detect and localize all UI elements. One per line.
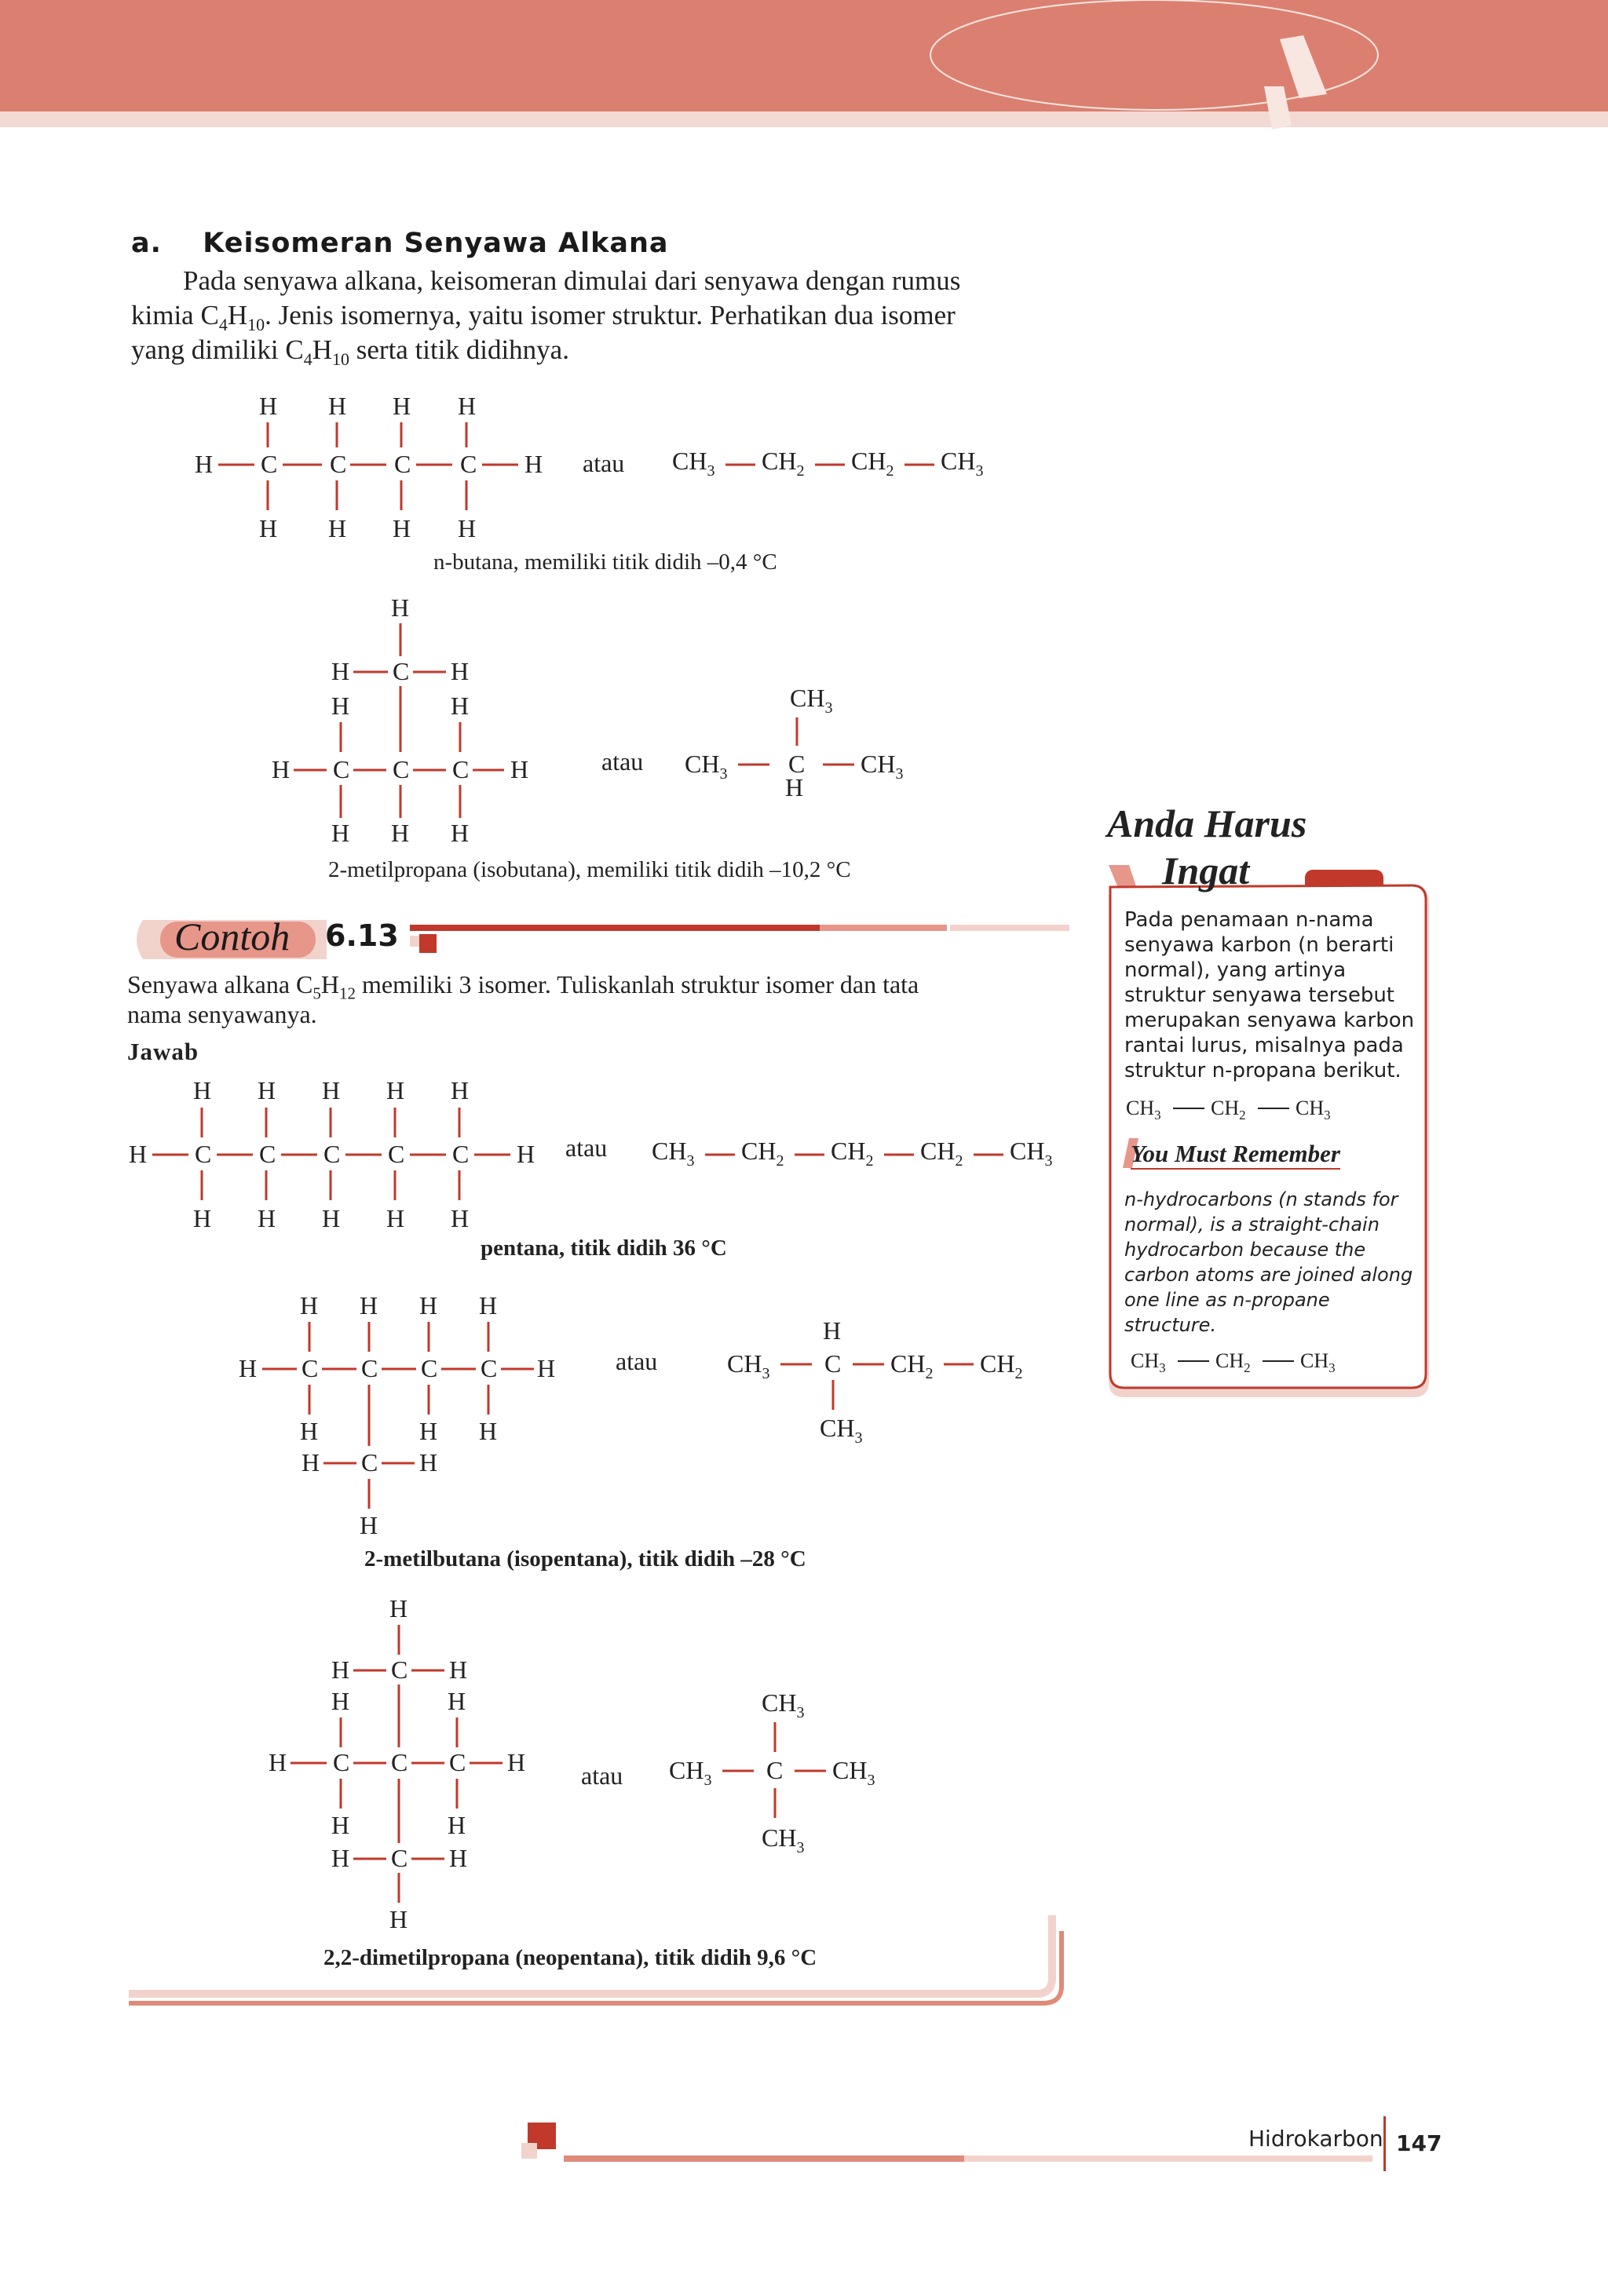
svg-text:CH3: $CH_3$	[1126, 1097, 1161, 1122]
svg-text:C: C	[393, 657, 410, 685]
caption-pentana: pentana, titik didih 36 °C	[481, 1236, 727, 1261]
jawab-label: Jawab	[127, 1038, 199, 1065]
svg-text:H: H	[391, 593, 410, 622]
para-line-3e: serta titik didihnya.	[349, 334, 569, 365]
svg-text:H: H	[129, 1140, 148, 1168]
footer-divider	[1383, 2116, 1386, 2171]
svg-text:CH3: $CH_3$	[685, 750, 728, 783]
svg-text:H: H	[448, 1687, 466, 1715]
svg-text:H: H	[517, 1140, 535, 1168]
svg-text:H: H	[389, 1905, 408, 1931]
en-line: carbon atoms are joined along	[1124, 1264, 1413, 1286]
svg-text:CH3: $CH_3$	[820, 1414, 863, 1447]
svg-text:H: H	[449, 1655, 468, 1684]
svg-text:H: H	[269, 1748, 287, 1776]
caption-isobutana: 2-metilpropana (isobutana), memiliki titik didih –10,2 °C	[328, 857, 851, 882]
para-line-2e: . Jenis isomernya, yaitu isomer struktur. Perhatikan dua isomer	[265, 300, 956, 330]
header-swoosh	[856, 0, 1453, 133]
svg-text:CH3: $CH_3$	[1010, 1137, 1053, 1170]
intro-paragraph-line3	[131, 333, 1065, 377]
section-title: Keisomeran Senyawa Alkana	[203, 228, 669, 259]
svg-text:H: H	[479, 1417, 498, 1445]
svg-text:H: H	[391, 819, 410, 847]
svg-text:C: C	[460, 450, 477, 478]
svg-text:C: C	[452, 755, 470, 783]
svg-text:C: C	[333, 1748, 350, 1776]
sub-10: 10	[247, 315, 265, 334]
svg-text:CH2: $CH_2$	[831, 1137, 874, 1170]
svg-text:C: C	[481, 1354, 498, 1382]
sidebar-en-title: You Must Remember	[1131, 1140, 1340, 1170]
svg-text:H: H	[193, 1076, 212, 1104]
atau-1: atau	[583, 449, 625, 477]
atau-5: atau	[581, 1761, 623, 1790]
para-line-3a: yang dimiliki C	[131, 334, 304, 365]
atau-4: atau	[616, 1347, 658, 1375]
svg-text:CH3: $CH_3$	[652, 1137, 695, 1170]
svg-text:CH3: $CH_3$	[941, 447, 984, 480]
svg-text:H: H	[393, 392, 411, 420]
footer-label: Hidrokarbon	[1248, 2126, 1383, 2152]
svg-text:CH3: $CH_3$	[790, 684, 833, 717]
svg-text:CH2: $CH_2$	[851, 447, 894, 480]
id-line: rantai lurus, misalnya pada	[1124, 1034, 1404, 1057]
svg-text:H: H	[448, 1811, 466, 1839]
para-line-2a: kimia C	[131, 300, 219, 330]
section-heading	[131, 228, 669, 259]
q-e: memiliki 3 isomer. Tuliskanlah struktur isomer dan tata	[355, 970, 919, 998]
svg-text:CH2: $CH_2$	[741, 1137, 784, 1170]
svg-text:H: H	[259, 514, 278, 542]
svg-text:H: H	[322, 1076, 341, 1104]
q-sub12: 12	[338, 984, 356, 1003]
svg-text:H: H	[258, 1204, 276, 1228]
en-line: normal), is a straight-chain	[1124, 1214, 1380, 1236]
svg-text:H: H	[451, 1204, 470, 1228]
n-butana-structure	[188, 385, 1005, 573]
svg-text:H: H	[302, 1448, 320, 1477]
svg-text:H: H	[451, 692, 470, 720]
svg-text:H: H	[386, 1076, 405, 1104]
svg-text:H: H	[785, 773, 804, 801]
svg-text:H: H	[386, 1204, 405, 1228]
propane-formula-2	[1129, 1344, 1427, 1380]
svg-text:H: H	[328, 392, 347, 420]
id-line: normal), yang artinya	[1124, 958, 1347, 982]
svg-text:CH3: $CH_3$	[727, 1349, 770, 1382]
svg-text:H: H	[451, 657, 470, 685]
en-line: one line as n-propane	[1124, 1289, 1330, 1311]
svg-text:H: H	[389, 1594, 408, 1623]
svg-text:H: H	[393, 514, 411, 542]
svg-text:CH3: $CH_3$	[762, 1688, 805, 1721]
sub-10b: 10	[332, 349, 350, 369]
para-line-1: Pada senyawa alkana, keisomeran dimulai dari senyawa dengan rumus	[183, 265, 961, 296]
svg-text:CH2: $CH_2$	[762, 447, 805, 480]
svg-text:C: C	[391, 1844, 408, 1872]
svg-text:C: C	[388, 1140, 405, 1168]
svg-text:H: H	[193, 1204, 212, 1228]
contoh-bottom-frame	[126, 1915, 1073, 2009]
svg-text:C: C	[394, 450, 411, 478]
en-line: n-hydrocarbons (n stands for	[1124, 1188, 1398, 1210]
svg-text:CH2: $CH_2$	[920, 1137, 963, 1170]
atau-2: atau	[601, 747, 644, 776]
svg-text:C: C	[330, 450, 347, 478]
svg-text:H: H	[331, 1844, 350, 1872]
svg-text:H: H	[331, 657, 350, 685]
svg-text:H: H	[507, 1748, 526, 1776]
svg-text:C: C	[333, 755, 350, 783]
svg-text:CH3: $CH_3$	[1131, 1349, 1166, 1375]
q-a: Senyawa alkana C	[127, 970, 313, 998]
svg-text:C: C	[788, 750, 806, 778]
intro-paragraph	[131, 264, 1065, 298]
svg-text:H: H	[259, 392, 278, 420]
svg-text:C: C	[391, 1655, 408, 1684]
svg-text:H: H	[360, 1511, 378, 1539]
svg-text:CH2: $CH_2$	[1211, 1097, 1246, 1122]
svg-text:H: H	[419, 1448, 438, 1477]
svg-text:H: H	[449, 1844, 468, 1872]
svg-text:CH2: $CH_2$	[890, 1349, 934, 1382]
svg-text:H: H	[331, 819, 350, 847]
svg-text:C: C	[824, 1349, 842, 1378]
sidebar-body-id	[1124, 907, 1423, 1083]
svg-text:CH3: $CH_3$	[1300, 1349, 1336, 1375]
contoh-question-line2: nama senyawanya.	[127, 1000, 317, 1028]
svg-text:H: H	[823, 1316, 842, 1345]
sidebar-title-1: Anda Harus	[1107, 801, 1307, 845]
svg-text:H: H	[331, 692, 350, 720]
id-line: merupakan senyawa karbon	[1124, 1009, 1415, 1032]
svg-text:H: H	[458, 514, 477, 542]
en-line: hydrocarbon because the	[1124, 1239, 1366, 1261]
svg-text:H: H	[458, 392, 477, 420]
id-line: senyawa karbon (n berarti	[1124, 933, 1394, 957]
svg-text:CH3: $CH_3$	[861, 750, 904, 783]
svg-text:C: C	[766, 1756, 784, 1784]
q-sub5: 5	[312, 984, 321, 1003]
svg-text:C: C	[261, 450, 278, 478]
svg-text:H: H	[510, 755, 529, 783]
caption-isopentana: 2-metilbutana (isopentana), titik didih –28 °C	[364, 1546, 806, 1571]
svg-text:H: H	[331, 1687, 350, 1715]
svg-text:C: C	[302, 1354, 319, 1382]
svg-text:CH3: $CH_3$	[672, 447, 715, 480]
svg-text:CH2: $CH_2$	[980, 1349, 1023, 1382]
svg-text:H: H	[331, 1811, 350, 1839]
svg-text:CH2: $CH_2$	[1215, 1349, 1251, 1375]
svg-text:C: C	[323, 1140, 341, 1168]
svg-text:C: C	[421, 1354, 438, 1382]
sidebar-title-2: Ingat	[1162, 849, 1250, 892]
svg-text:H: H	[360, 1291, 378, 1320]
svg-text:H: H	[537, 1354, 556, 1382]
caption-n-butana: n-butana, memiliki titik didih –0,4 °C	[433, 549, 777, 575]
svg-text:H: H	[419, 1417, 438, 1445]
id-line: struktur senyawa tersebut	[1124, 984, 1394, 1007]
svg-text:C: C	[361, 1448, 378, 1477]
id-line: Pada penamaan n-nama	[1124, 908, 1374, 932]
id-line: struktur n-propana berikut.	[1124, 1059, 1402, 1082]
svg-text:C: C	[391, 1748, 408, 1776]
svg-text:H: H	[272, 755, 291, 783]
svg-text:C: C	[393, 755, 410, 783]
sidebar-body-en	[1124, 1187, 1423, 1338]
svg-text:C: C	[195, 1140, 212, 1168]
svg-text:H: H	[419, 1291, 438, 1320]
svg-text:H: H	[300, 1291, 319, 1320]
para-line-3c: H	[312, 334, 333, 365]
page-number: 147	[1396, 2130, 1442, 2156]
svg-text:H: H	[524, 450, 543, 478]
propane-formula-1	[1124, 1091, 1423, 1127]
q-c: H	[320, 970, 339, 998]
contoh-label: Contoh	[174, 914, 291, 958]
contoh-number: 6.13	[325, 918, 399, 953]
svg-text:H: H	[300, 1417, 319, 1445]
svg-text:H: H	[328, 514, 347, 542]
svg-text:C: C	[452, 1140, 470, 1168]
svg-text:H: H	[195, 450, 214, 478]
svg-text:H: H	[258, 1076, 276, 1104]
svg-text:H: H	[331, 1655, 350, 1684]
sub-4: 4	[218, 315, 228, 334]
svg-text:C: C	[449, 1748, 466, 1776]
svg-text:C: C	[259, 1140, 276, 1168]
en-line: structure.	[1124, 1314, 1217, 1336]
caption-neopentana: 2,2-dimetilpropana (neopentana), titik didih 9,6 °C	[323, 1945, 817, 1970]
section-label: a.	[131, 228, 162, 259]
svg-text:CH3: $CH_3$	[832, 1756, 875, 1789]
svg-text:CH3: $CH_3$	[762, 1823, 805, 1856]
para-line-2c: H	[227, 300, 248, 330]
svg-text:H: H	[322, 1204, 341, 1228]
isopentana-structure	[236, 1287, 1068, 1546]
svg-text:H: H	[239, 1354, 258, 1382]
svg-text:C: C	[361, 1354, 378, 1382]
svg-text:CH3: $CH_3$	[1296, 1097, 1331, 1122]
svg-text:H: H	[451, 1076, 470, 1104]
sub-4b: 4	[303, 349, 312, 369]
isobutana-structure	[259, 589, 926, 848]
atau-3: atau	[565, 1133, 608, 1162]
svg-text:H: H	[451, 819, 470, 847]
svg-text:CH3: $CH_3$	[669, 1756, 712, 1789]
svg-text:H: H	[479, 1291, 498, 1320]
